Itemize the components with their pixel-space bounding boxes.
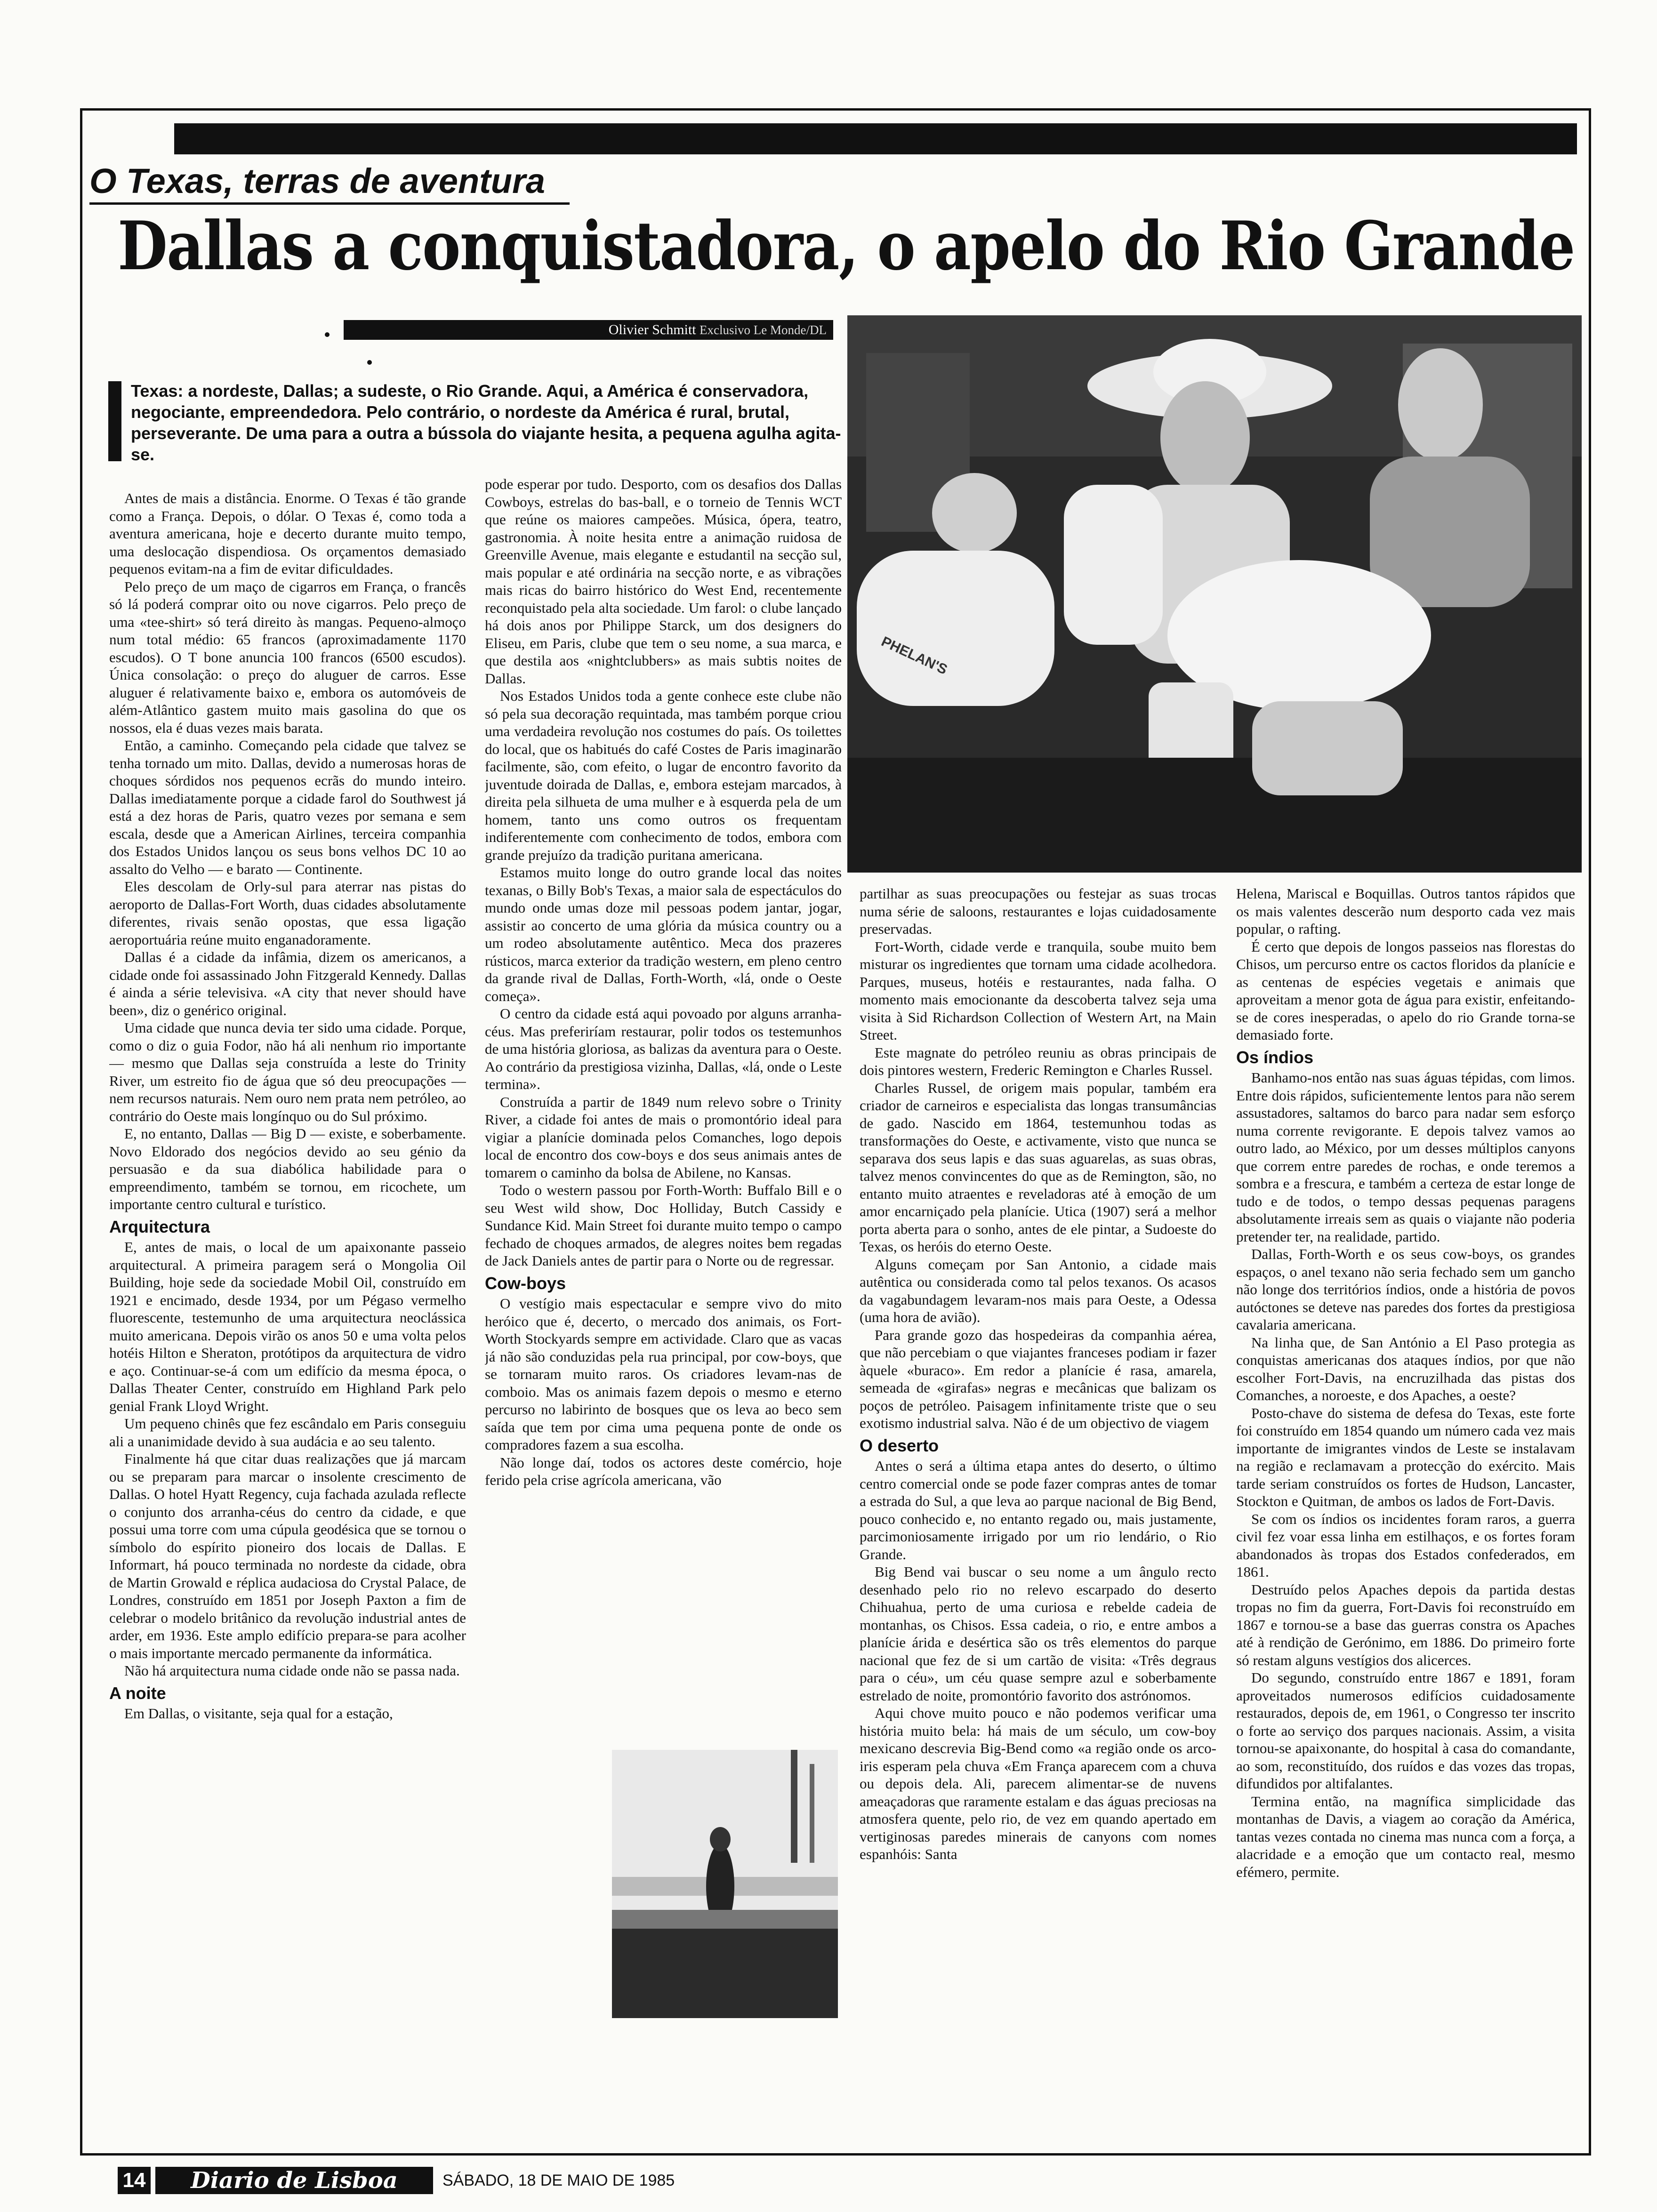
- paragraph: Antes o será a última etapa antes do deserto, o último centro comercial onde se pode fazer compras antes de tomar a estrada do Sul, a que leva ao parque nacional de Big Bend, pouco conhecido e, no entanto regado ou, mais justamente, parcimoniosamente irrigado por um rio lendário, o Rio Grande.: [860, 1458, 1216, 1563]
- byline-author: Olivier Schmitt: [608, 322, 696, 337]
- paragraph: O vestígio mais espectacular e sempre vivo do mito heróico que é, decerto, o mercado dos animais, os Fort-Worth Stockyards sempre em actividade. Claro que as vacas já não são conduzidas pela rua principal, por cow-boys, que se tornaram muito raros. Os criadores levam-nas de comboio. Mas os animais fazem depois o mesmo e eterno percurso no labirinto de bosques que os leva ao beco sem saída que tem por cima uma pequena ponte de onde os compradores fazem a sua escolha.: [485, 1295, 842, 1453]
- paragraph: Banhamo-nos então nas suas águas tépidas, com limos. Entre dois rápidos, suficientemente lentos para não serem assustadores, saltamos do barco para nadar sem esforço numa corrente revigorante. E depois talvez vamos ao outro lado, ao México, por um desses múltiplos canyons que correm entre paredes de rochas, e onde teremos a sombra e a frescura, e também a certeza de estar longe de tudo e de todos, o tempo dessas pequenas paragens absolutamente irreais sem as quais o viajante não poderia pretender ter, na realidade, partido.: [1236, 1069, 1575, 1245]
- cowboys-photo-graphic: [847, 315, 1582, 873]
- paragraph: Dallas é a cidade da infâmia, dizem os americanos, a cidade onde foi assassinado John Fitzgerald Kennedy. Dallas é ainda a série televisiva. «A city that never should have been», diz o genérico original.: [109, 949, 466, 1018]
- paragraph: Para grande gozo das hospedeiras da companhia aérea, que não percebiam o que viajantes franceses podiam ir fazer àquele «buraco». Em redor a planície é rasa, amarela, semeada de «girafas» negras e mecânicas que balizam os poços de petróleo. Paisagem infinitamente triste que o seu exotismo industrial salva. Não é de um objectivo de viagem: [860, 1326, 1216, 1431]
- ornament-dot: [367, 360, 372, 365]
- subheading-o-deserto: O deserto: [860, 1435, 939, 1455]
- lead-text: Texas: a nordeste, Dallas; a sudeste, o Rio Grande. Aqui, a América é conservadora, negociante, empreendedora. Pelo contrário, o nordeste da América é rural, brutal, perseverante. De uma para a outra a bússola do viajante hesita, a pequena agulha agita-se.: [131, 381, 841, 464]
- issue-date: SÁBADO, 18 DE MAIO DE 1985: [442, 2172, 675, 2189]
- lead-paragraph: [108, 380, 843, 465]
- top-rule-bar: [174, 123, 1577, 154]
- paragraph: Todo o western passou por Forth-Worth: Buffalo Bill e o seu West wild show, Doc Holliday, Butch Cassidy e Sundance Kid. Main Street foi durante muito tempo o campo fechado de choques armados, de alegres noites bem regadas de Jack Daniels antes de partir para o Norte ou de regressar.: [485, 1182, 842, 1269]
- paragraph: Antes de mais a distância. Enorme. O Texas é tão grande como a França. Depois, o dólar. O Texas é, como toda a aventura americana, hoje e decerto durante muito tempo, uma deslocação dispendiosa. Os orçamentos demasiado pequenos evitam-na a fim de evitar dificuldades.: [109, 490, 466, 577]
- paragraph: Em Dallas, o visitante, seja qual for a estação,: [124, 1705, 393, 1722]
- paragraph: O centro da cidade está aqui povoado por alguns arranha-céus. Mas preferiríam restaurar, polir todos os testemunhos de uma história gloriosa, as balizas da aventura para o Oeste. Ao contrário da prestigiosa vizinha, Dallas, «lá, onde o Leste termina».: [485, 1005, 842, 1092]
- paragraph: Aqui chove muito pouco e não podemos verificar uma história muito bela: há mais de um século, um cow-boy mexicano descrevia Big-Bend como «a região onde os arco-iris esperam pela chuva «Em França aparecem com a chuva ou depois dela. Ali, parecem alimentar-se de nuvens ameaçadoras que raramente estalam e das águas preciosas na atmosfera quente, pelo rio, de vez em quando apertado em vertiginosas paredes minerais de canyons com nomes espanhóis: Santa: [860, 1705, 1216, 1862]
- article-column-1: [109, 489, 466, 2146]
- section-kicker: O Texas, terras de aventura: [89, 161, 545, 200]
- paragraph: Helena, Mariscal e Boquillas. Outros tantos rápidos que os mais valentes descerão num desporto cada vez mais popular, o rafting.: [1236, 885, 1575, 937]
- paragraph: Uma cidade que nunca devia ter sido uma cidade. Porque, como o diz o guia Fodor, não há ali nenhum rio importante — mesmo que Dallas seja construída a leste do Trinity River, um estreito fio de água que só deu preocupações — nem recursos naturais. Nem ouro nem prata nem petróleo, ao contrário do Oeste mais longínquo ou do Sul próximo.: [109, 1019, 466, 1124]
- photo-shirt-text: PHELAN'S: [879, 633, 950, 678]
- page-number: 14: [118, 2167, 151, 2194]
- article-column-4: [1236, 885, 1575, 2146]
- subheading-a-noite: A noite: [109, 1683, 166, 1703]
- paragraph: Estamos muito longe do outro grande local das noites texanas, o Billy Bob's Texas, a maior sala de espectáculos do mundo onde umas doze mil pessoas podem jantar, jogar, assistir ao concerto de uma glória da música country ou a um rodeo absolutamente autêntico. Meca dos prazeres rústicos, marca exterior da tradição western, em pleno centro da grande rival de Dallas, Forth-Worth, «lá, onde o Oeste começa».: [485, 864, 842, 1004]
- kicker-underline: [89, 202, 570, 205]
- paragraph: Um pequeno chinês que fez escândalo em Paris conseguiu ali a unanimidade devido à sua audácia e ao seu talento.: [109, 1415, 466, 1450]
- paragraph: Nos Estados Unidos toda a gente conhece este clube não só pela sua decoração requintada, mas também porque criou uma verdadeira revolução nos costumes do país. Os toilettes do local, que os habitués do café Costes de Paris imaginarão facilmente, são, com efeito, o lugar de encontro favorito da juventude doirada de Dallas, e, embora estejam marcados, à direita pela silhueta de uma mulher e à esquerda pela de um homem, tanto uns como outros os frequentam indiferentemente com conhecimento de todos, embora com grande prejuízo da tradição puritana americana.: [485, 688, 842, 863]
- ornament-dot: [325, 332, 330, 337]
- paragraph: Charles Russel, de origem mais popular, também era criador de carneiros e especialista das longas transumâncias de gado. Nascido em 1864, testemunhou todas as transformações do Oeste, e activamente, visto que nunca se separava dos seus lapis e das suas aguarelas, as suas obras, talvez menos convincentes do que as de Remington, são, no entanto muito atraentes e reveladoras até à emoção de um amor encarniçado pela planície. Utica (1907) será a melhor porta aberta para o sonho, antes de ele pintar, a Sudoeste do Texas, os heróis do eterno Oeste.: [860, 1079, 1216, 1255]
- paragraph: E, antes de mais, o local de um apaixonante passeio arquitectural. A primeira paragem será o Mongolia Oil Building, hoje sede da sociedade Mobil Oil, construído em 1921 e encimado, desde 1934, por um Pégaso vermelho fluorescente, testemunho de uma arquitectura neoclássica muito americana. Depois virão os anos 50 e uma volta pelos hotéis Hilton e Sheraton, protótipos da arquitectura de vidro e aço. Continuar-se-á com um edifício da mesma época, o Dallas Theater Center, construído em Highland Park pelo genial Frank Lloyd Wright.: [109, 1239, 466, 1414]
- paragraph: Não há arquitectura numa cidade onde não se passa nada.: [124, 1662, 460, 1679]
- cowboys-photo: [847, 315, 1582, 873]
- byline-source: Exclusivo Le Monde/DL: [700, 323, 827, 337]
- headline: Dallas a conquistadora, o apelo do Rio Grande: [118, 207, 1575, 285]
- paragraph: Se com os índios os incidentes foram raros, a guerra civil fez voar essa linha em estilhaços, e os fortes foram abandonados às tropas dos Estados confederados, em 1861.: [1236, 1510, 1575, 1580]
- paragraph: pode esperar por tudo. Desporto, com os desafios dos Dallas Cowboys, estrelas do bas-ball, e o torneio de Tennis WCT que reúne os maiores campeões. Música, ópera, teatro, gastronomia. À noite hesita entre a animação ruidosa de Greenville Avenue, mais elegante e estudantil na secção sul, mais popular e até ordinária na secção norte, e as vibrações mais ricas do bairro histórico do West End, recentemente reconquistado pela alta sociedade. Um farol: o clube lançado há dois anos por Philippe Starck, um dos designers do Eliseu, em Paris, clube que tem o seu nome, a sua marca, e que destila aos «nightclubbers» as mais subtis noites de Dallas.: [485, 476, 842, 687]
- paragraph: Na linha que, de San António a El Paso protegia as conquistas americanas dos ataques índios, por que não escolher Fort-Davis, na encruzilhada das pistas dos Comanches, a noroeste, e dos Apaches, a oeste?: [1236, 1334, 1575, 1403]
- rodeo-photo-graphic: [612, 1750, 838, 2018]
- paragraph: Não longe daí, todos os actores deste comércio, hoje ferido pela crise agrícola americana, vão: [485, 1454, 842, 1488]
- paragraph: Termina então, na magnífica simplicidade das montanhas de Davis, a viagem ao coração da América, tantas vezes contada no cinema mas nunca com a força, a alacridade e a emoção que um contacto real, mesmo efémero, permite.: [1236, 1793, 1575, 1880]
- paragraph: Pelo preço de um maço de cigarros em França, o francês só lá poderá comprar oito ou nove cigarros. Pelo preço de uma «tee-shirt» só terá direito às mangas. Pequeno-almoço num total médio: 65 francos (aproximadamente 1170 escudos). O T bone anuncia 100 francos (6500 escudos). Única consolação: o preço do aluguer de carros. Esse aluguer é relativamente baixo e, embora os automóveis de além-Atlântico gastem muito mais gasolina do que os nossos, ela é duas vezes mais barata.: [109, 578, 466, 736]
- paragraph: Este magnate do petróleo reuniu as obras principais de dois pintores western, Frederic Remington e Charles Russel.: [860, 1044, 1216, 1078]
- rodeo-photo: [612, 1750, 838, 2018]
- paragraph: E, no entanto, Dallas — Big D — existe, e soberbamente. Novo Eldorado dos negócios devido ao seu génio da persuasão e da sua diabólica habilidade para o empreendimento, também se tornou, em ricochete, um importante centro cultural e turístico.: [109, 1125, 466, 1212]
- byline-bar: [344, 320, 833, 340]
- paragraph: Construída a partir de 1849 num relevo sobre o Trinity River, a cidade foi antes de mais o promontório ideal para vigiar a planície dominada pelos Comanches, logo depois local de encontro dos cow-boys e dos seus animais antes de tomarem o caminho da bolsa de Abilene, no Kansas.: [485, 1093, 842, 1181]
- paragraph: Destruído pelos Apaches depois da partida destas tropas no fim da guerra, Fort-Davis foi reconstruído em 1867 e tornou-se a base das guerras constra os Apaches até à rendição de Gerónimo, em 1886. Do primeiro forte só restam alguns vestígios dos alicerces.: [1236, 1581, 1575, 1668]
- paragraph: Do segundo, construído entre 1867 e 1891, foram aproveitados numerosos edifícios cuidadosamente restaurados, depois de, em 1961, o Congresso ter inscrito o forte ao serviço dos parques nacionais. Assim, a visita tornou-se apaixonante, do hospital à casa do comandante, ao som, reconstituído, dos ruídos e das vozes das tropas, difundidos por altifalantes.: [1236, 1669, 1575, 1792]
- article-column-2: [485, 475, 842, 1746]
- paragraph: Alguns começam por San Antonio, a cidade mais autêntica ou considerada como tal pelos texanos. Os acasos da vagabundagem levaram-nos mais para Oeste, a Odessa (uma hora de avião).: [860, 1256, 1216, 1325]
- lead-bar: [108, 381, 121, 461]
- paragraph: Big Bend vai buscar o seu nome a um ângulo recto desenhado pelo rio no relevo escarpado do deserto Chihuahua, perto de uma curiosa e rebelde cadeia de montanhas, os Chisos. Essa cadeia, o rio, e entre ambos a planície árida e desértica são os três elementos do parque nacional que fez de si um cartão de visita: «Três degraus para o céu», um céu quase sempre azul e soberbamente estrelado de noite, promontório favorito dos astrónomos.: [860, 1563, 1216, 1704]
- paragraph: É certo que depois de longos passeios nas florestas do Chisos, um percurso entre os cactos floridos da planície e as centenas de espécies vegetais e animais que aproveitam a menor gota de água para existir, enfeitando-se de cores inesperadas, o apelo do rio Grande torna-se demasiado forte.: [1236, 938, 1575, 1043]
- article-column-3: [860, 885, 1216, 2146]
- paragraph: Dallas, Forth-Worth e os seus cow-boys, os grandes espaços, o anel texano não seria fechado sem um gancho não longe dos territórios índios, onde a história de povos autóctones se deteve nas paredes dos fortes da prestigiosa cavalaria americana.: [1236, 1246, 1575, 1333]
- masthead-logo: Diario de Lisboa: [155, 2167, 433, 2194]
- subheading-os-indios: Os índios: [1236, 1047, 1314, 1067]
- paragraph: Finalmente há que citar duas realizações que já marcam ou se preparam para marcar o insolente crescimento de Dallas. O hotel Hyatt Regency, cuja fachada azulada reflecte o conjunto dos arranha-céus do centro da cidade, e que possui uma torre com uma cúpula geodésica que se tornou o símbolo do espírito pioneiro dos locais de Dallas. E Informart, há pouco terminada no nordeste da cidade, obra de Martin Growald e réplica audaciosa do Crystal Palace, de Londres, construído em 1851 por Joseph Paxton a fim de celebrar o modelo britânico da revolução industrial antes de arder, em 1936. Este amplo edifício prepara-se para acolher o mais importante mercado permanente da informática.: [109, 1451, 466, 1661]
- paragraph: Eles descolam de Orly-sul para aterrar nas pistas do aeroporto de Dallas-Fort Worth, duas cidades absolutamente diferentes, rivais senão opostas, que essa ligação aeroportuária reúne muito enganadoramente.: [109, 878, 466, 948]
- page-footer: [80, 2164, 1586, 2197]
- paragraph: Então, a caminho. Começando pela cidade que talvez se tenha tornado um mito. Dallas, devido a numerosas horas de choques sórdidos nos pequenos ecrãs do mundo inteiro. Dallas imediatamente porque a cidade farol do Southwest já está a dez horas de Paris, quatro vezes por semana e sem escala, desde que a American Airlines, terceira companhia dos Estados Unidos lançou os seus bons velhos DC 10 ao assalto do Velho — e barato — Continente.: [109, 737, 466, 877]
- subheading-arquitectura: Arquitectura: [109, 1217, 210, 1236]
- paragraph: partilhar as suas preocupações ou festejar as suas trocas numa série de saloons, restaurantes e lojas cuidadosamente preservadas.: [860, 885, 1216, 937]
- subheading-cow-boys: Cow-boys: [485, 1273, 566, 1293]
- paragraph: Posto-chave do sistema de defesa do Texas, este forte foi construído em 1854 quando um número cada vez mais importante de imigrantes vindos de Leste se instalavam na região e reclamavam a protecção do exército. Mais tarde seriam construídos os fortes de Hudson, Lancaster, Stockton e Quitman, de ambos os lados de Fort-Davis.: [1236, 1404, 1575, 1509]
- paragraph: Fort-Worth, cidade verde e tranquila, soube muito bem misturar os ingredientes que tornam uma cidade acolhedora. Parques, museus, hotéis e restaurantes, nada falha. O momento mais emocionante da descoberta talvez seja uma visita à Sid Richardson Collection of Western Art, na Main Street.: [860, 938, 1216, 1043]
